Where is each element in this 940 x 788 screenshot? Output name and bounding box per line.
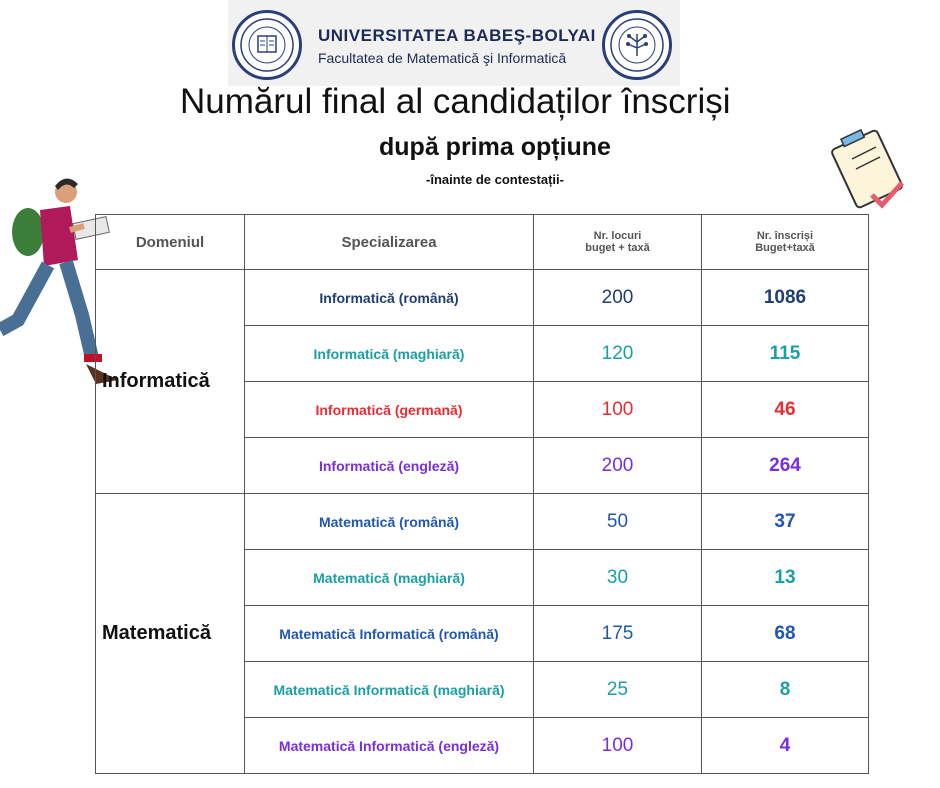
- university-name: UNIVERSITATEA BABEŞ-BOLYAI: [318, 26, 596, 45]
- header-enrolled-line2: Buget+taxă: [755, 242, 815, 254]
- enrolled-cell: 1086: [702, 270, 869, 326]
- enrolled-cell: 68: [702, 606, 869, 662]
- spec-cell: Informatică (română): [245, 270, 534, 326]
- faculty-seal-logo: [602, 10, 672, 80]
- seats-cell: 100: [534, 718, 702, 774]
- spec-cell: Matematică (română): [245, 494, 534, 550]
- header-seats: [534, 215, 702, 270]
- spec-cell: Informatică (maghiară): [245, 326, 534, 382]
- domain-cell: Matematică: [96, 494, 245, 774]
- spec-cell: Matematică Informatică (maghiară): [245, 662, 534, 718]
- table-header-row: [96, 215, 869, 270]
- seats-cell: 175: [534, 606, 702, 662]
- enrolled-cell: 13: [702, 550, 869, 606]
- seats-cell: 50: [534, 494, 702, 550]
- enrolled-cell: 264: [702, 438, 869, 494]
- header-seats-line2: buget + taxă: [585, 242, 650, 254]
- header-enrolled-line1: Nr. înscriși: [756, 230, 814, 242]
- spec-cell: Matematică Informatică (română): [245, 606, 534, 662]
- header-enrolled: [702, 215, 869, 270]
- candidates-table: [95, 214, 869, 774]
- spec-cell: Informatică (germană): [245, 382, 534, 438]
- spec-cell: Matematică Informatică (engleză): [245, 718, 534, 774]
- enrolled-cell: 4: [702, 718, 869, 774]
- domain-cell: Informatică: [96, 270, 245, 494]
- table-row: [96, 270, 869, 326]
- enrolled-cell: 37: [702, 494, 869, 550]
- header-domain: Domeniul: [96, 215, 245, 270]
- faculty-name: Facultatea de Matematică şi Informatică: [318, 50, 567, 66]
- spec-cell: Matematică (maghiară): [245, 550, 534, 606]
- enrolled-cell: 8: [702, 662, 869, 718]
- header-seats-line1: Nr. locuri: [593, 230, 642, 242]
- seats-cell: 30: [534, 550, 702, 606]
- university-seal-logo: [232, 10, 302, 80]
- spec-cell: Informatică (engleză): [245, 438, 534, 494]
- clipboard-check-icon: [828, 125, 923, 220]
- seats-cell: 200: [534, 438, 702, 494]
- enrolled-cell: 46: [702, 382, 869, 438]
- seats-cell: 120: [534, 326, 702, 382]
- header-specialization: Specializarea: [245, 215, 534, 270]
- enrolled-cell: 115: [702, 326, 869, 382]
- seats-cell: 100: [534, 382, 702, 438]
- table-row: [96, 494, 869, 550]
- page-note: -înainte de contestații-: [426, 172, 564, 187]
- page-subtitle: după prima opțiune: [379, 133, 611, 161]
- seats-cell: 25: [534, 662, 702, 718]
- page-title: Numărul final al candidaților înscriși: [180, 82, 731, 121]
- seats-cell: 200: [534, 270, 702, 326]
